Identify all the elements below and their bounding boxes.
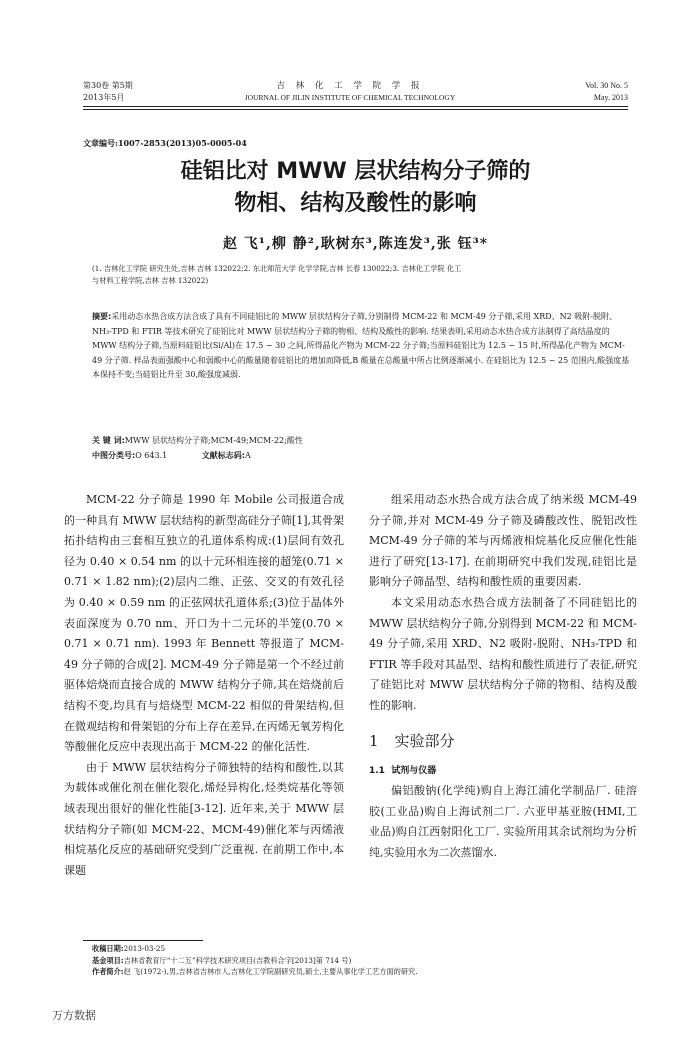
header-left: [83, 80, 133, 104]
section-heading: [369, 731, 637, 751]
affiliation-line-2: 与材料工程学院,吉林 吉林 132022): [92, 276, 209, 285]
subsection-number: 1.1: [369, 765, 385, 776]
doc-code: [202, 451, 251, 460]
clc-code: [92, 451, 167, 460]
article-number: 文章编号:1007-2853(2013)05-0005-04: [83, 138, 247, 148]
affiliation-line-1: (1. 吉林化工学院 研究生处,吉林 吉林 132022;2. 东北师范大学 化学学院,吉林 长春 130022;3. 吉林化工学院 化工: [92, 264, 462, 273]
journal-name-cn: 吉 林 化 工 学 院 学 报: [276, 81, 424, 91]
watermark: 万方数据: [52, 1009, 96, 1022]
fund-value: 吉林省教育厅“十二五”科学技术研究项目(吉教科合字[2013]第 714 号): [123, 955, 352, 965]
keywords-label: 关 键 词:: [92, 436, 125, 445]
affiliations: [92, 263, 632, 287]
author-bio-value: 赵 飞(1972-),男,吉林省吉林市人,吉林化工学院副研究员,硕士,主要从事化学工艺方面的研究.: [123, 967, 418, 976]
keywords: [92, 434, 632, 449]
body-column-left: [64, 490, 344, 881]
footnotes: [92, 943, 632, 978]
subsection-heading: [369, 761, 637, 782]
header-center: [175, 80, 525, 104]
keywords-text: MWW 层状结构分子筛;MCM-49;MCM-22;酸性: [124, 436, 303, 445]
section-title: 实验部分: [394, 731, 455, 750]
body-paragraph: 组采用动态水热合成方法合成了纳米级 MCM-49 分子筛,并对 MCM-49 分子筛及磷酸改性、脱铝改性 MCM-49 分子筛的苯与丙烯液相烷基化反应催化性能进行了研究[13-17]. 在前期研究中我们发现,硅铝比是影响分子筛晶型、结构和酸性质的重要因素.: [369, 493, 637, 589]
abstract-label: 摘要:: [92, 312, 112, 321]
subsection-title: 试剂与仪器: [391, 765, 437, 776]
author-list: 赵 飞¹,柳 静²,耿树东³,陈连发³,张 钰³*: [222, 236, 489, 252]
received-value: 2013-03-25: [123, 944, 166, 953]
journal-name-en: JOURNAL OF JILIN INSTITUTE OF CHEMICAL TECHNOLOGY: [244, 93, 456, 102]
received-label: 收稿日期:: [92, 944, 124, 953]
doc-label: 文献标志码:: [201, 451, 245, 460]
author-bio-label: 作者简介:: [92, 967, 124, 976]
author-bio: [92, 966, 632, 978]
received-date: [92, 943, 632, 955]
clc-value: O 643.1: [135, 451, 168, 460]
header-volume-issue: 第30卷 第5期: [83, 81, 133, 90]
body-paragraph: 由于 MWW 层状结构分子筛独特的结构和酸性,以其为载体或催化剂在催化裂化,烯烃异构化,烃类烷基化等领域表现出很好的催化性能[3-12]. 近年来,关于 MWW 层状结构分子筛(如 MCM-22、MCM-49)催化苯与丙烯液相烷基化反应的基础研究受到广泛重视. 在前期工作中,本课题: [64, 760, 344, 877]
header-rule: [83, 106, 628, 107]
header-volume-issue-en: Vol. 30 No. 5: [585, 81, 628, 90]
doc-value: A: [244, 451, 251, 460]
fund-project: [92, 955, 632, 967]
footnote-rule: [83, 940, 203, 941]
body-paragraph: MCM-22 分子筛是 1990 年 Mobile 公司报道合成的一种具有 MWW 层状结构的新型高硅分子筛[1],其骨架拓扑结构由三套相互独立的孔道体系构成:(1)层间有效孔径为 0.40 × 0.54 nm 的以十元环相连接的超笼(0.71 × 0.71 × 1.82 nm);(2)层内二维、正弦、交叉的有效孔径为 0.40 × 0.59 nm 的正弦网状孔道体系;(3)位于晶体外表面深度为 0.70 nm、开口为十二元环的半笼(0.70 × 0.71 × 0.71 nm). 1993 年 Bennett 等报道了 MCM-49 分子筛的合成[2]. MCM-49 分子筛是第一个不经过前驱体焙烧而直接合成的 MWW 结构分子筛,其在焙烧前后结构不变,均具有与焙烧型 MCM-22 相似的骨架结构,但在微观结构和骨架铝的分布上存在差异,在丙烯无氧芳构化等酸催化反应中表现出高于 MCM-22 的催化活性.: [64, 493, 344, 754]
body-column-right: [369, 490, 637, 864]
fund-label: 基金项目:: [92, 955, 124, 965]
paper-title-line-1: 硅铝比对 MWW 层状结构分子筛的: [180, 159, 531, 184]
abstract-text: 采用动态水热合成方法合成了具有不同硅铝比的 MWW 层状结构分子筛,分别制得 MCM-22 和 MCM-49 分子筛,采用 XRD、N2 吸附-脱附、NH₃-TPD 和 FTIR 等技术研究了硅铝比对 MWW 层状结构分子筛的物相、结构及酸性的影响. 结果表明,采用动态水热合成方法制得了高结晶度的 MWW 结构分子筛,当原料硅铝比(Si/Al)在 17.5 ~ 30 之间,所得晶化产物为 MCM-22 分子筛;当原料硅铝比为 12.5 ~ 15 时,所得晶化产物为 MCM-49 分子筛. 样品表面强酸中心和弱酸中心的酸量随着硅铝比的增加而降低,B 酸量在总酸量中所占比例逐渐减小. 在硅铝比为 12.5 ~ 25 范围内,酸强度基本保持不变;当硅铝比升至 30,酸强度减弱.: [92, 312, 630, 380]
abstract: [92, 310, 632, 383]
header-rule-thin: [83, 109, 628, 110]
header-date-en: May. 2013: [593, 93, 628, 102]
clc-label: 中图分类号:: [92, 451, 136, 460]
section-number: 1: [369, 731, 379, 750]
body-paragraph: 本文采用动态水热合成方法制备了不同硅铝比的 MWW 层状结构分子筛,分别得到 MCM-22 和 MCM-49 分子筛,采用 XRD、N2 吸附-脱附、NH₃-TPD 和 FTIR 等手段对其晶型、结构和酸性质进行了表征,研究了硅铝比对 MWW 层状结构分子筛的物相、结构及酸性的影响.: [369, 595, 637, 712]
body-paragraph: 偏铝酸钠(化学纯)购自上海江浦化学制品厂. 硅溶胶(工业品)购自上海试剂二厂. 六亚甲基亚胺(HMI,工业品)购自江西射阳化工厂. 实验所用其余试剂均为分析纯,实验用水为二次蒸馏水.: [369, 784, 637, 859]
paper-title-line-2: 物相、结构及酸性的影响: [234, 191, 477, 216]
classification: [92, 449, 632, 464]
header-right: [585, 80, 628, 104]
header-date: 2013年5月: [83, 93, 125, 102]
